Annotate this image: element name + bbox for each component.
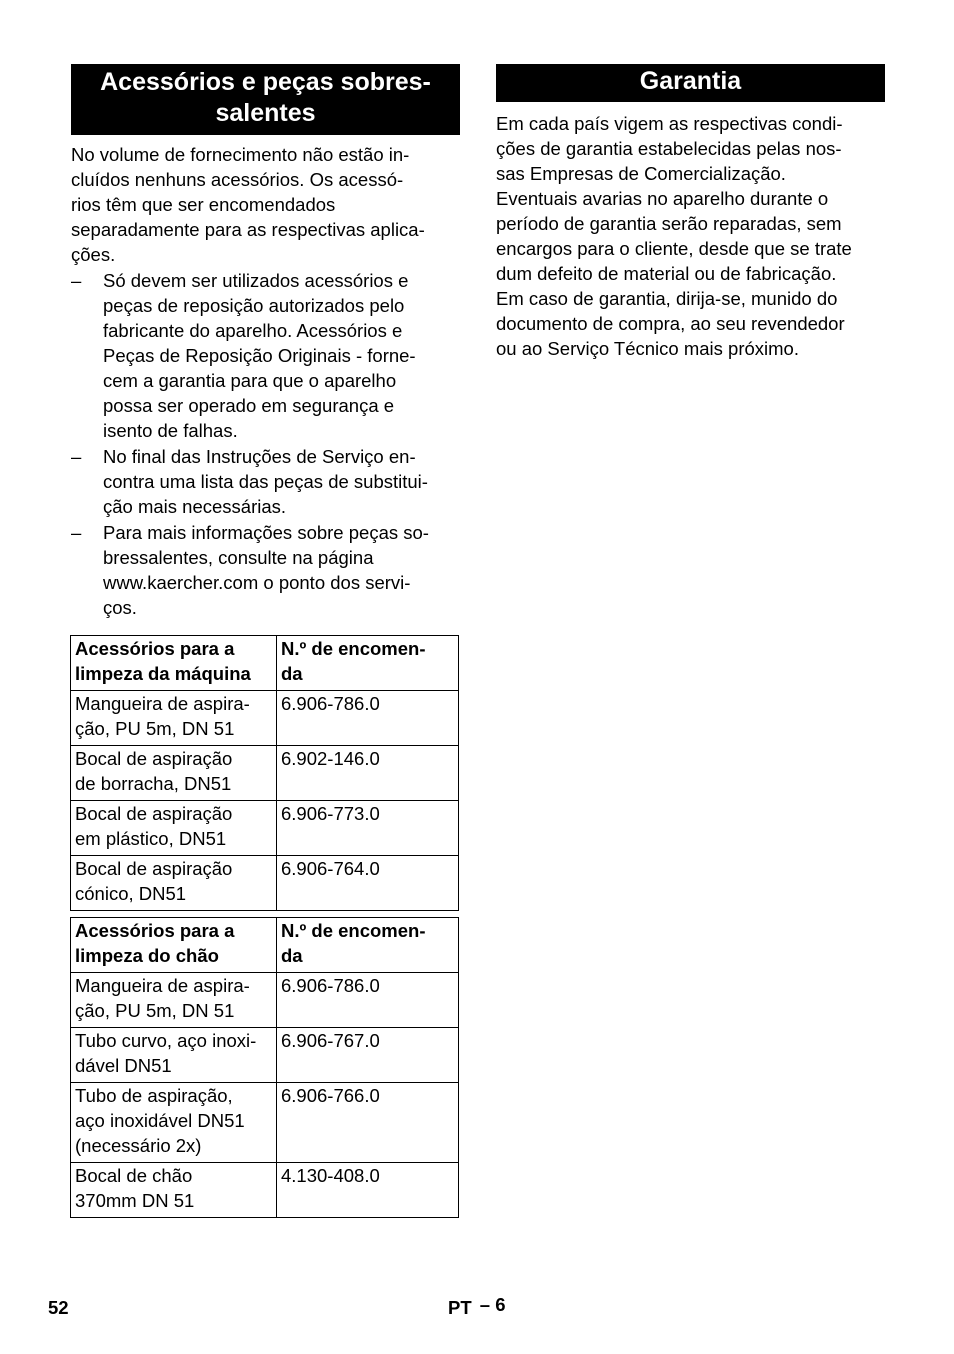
header-order-number: N.º de encomen- da [277,636,459,691]
list-item-text: No final das Instruções de Serviço en- contra uma lista das peças de substitui- ção mais necessárias. [103,446,428,517]
cell-accessory: Tubo curvo, aço inoxi- dável DN51 [71,1028,277,1083]
bullet-list [71,268,460,620]
list-item-text: Só devem ser utilizados acessórios e peças de reposição autorizados pelo fabricante do aparelho. Acessórios e Peças de Reposição Originais - forne- cem a garantia para que o aparelho possa ser operado em segurança e isento de falhas. [103,270,416,441]
cell-order-number: 6.906-767.0 [277,1028,459,1083]
list-item [71,444,460,519]
table-row [71,973,459,1028]
cell-accessory: Mangueira de aspira- ção, PU 5m, DN 51 [71,973,277,1028]
table-row [71,1163,459,1218]
dash-bullet: – [71,446,82,467]
section-page: – 6 [479,1294,506,1315]
list-item-text: Para mais informações sobre peças so- bressalentes, consulte na página www.kaercher.com o ponto dos servi- ços. [103,522,429,618]
cell-order-number: 6.906-786.0 [277,691,459,746]
cell-order-number: 6.906-786.0 [277,973,459,1028]
cell-order-number: 6.906-773.0 [277,801,459,856]
table-row [71,801,459,856]
cell-order-number: 6.902-146.0 [277,746,459,801]
dash-bullet: – [71,270,82,291]
table-header-row [71,918,459,973]
table-header-row [71,636,459,691]
table-row [71,856,459,911]
list-item [71,520,460,620]
table-row [71,691,459,746]
cell-order-number: 6.906-764.0 [277,856,459,911]
intro-paragraph: No volume de fornecimento não estão in- cluídos nenhuns acessórios. Os acessó- rios têm que ser encomendados separadamente para as respectivas aplica- ções. [71,144,425,265]
table-row [71,746,459,801]
cell-accessory: Bocal de aspiração em plástico, DN51 [71,801,277,856]
cell-accessory: Tubo de aspiração, aço inoxidável DN51 (necessário 2x) [71,1083,277,1163]
list-item [71,268,460,443]
heading-line-2: salentes [215,99,316,127]
machine-accessories-table [70,635,459,911]
cell-accessory: Bocal de aspiração de borracha, DN51 [71,746,277,801]
heading-line-1: Acessórios e peças sobres- [100,68,431,96]
header-order-number: N.º de encomen- da [277,918,459,973]
header-accessory: Acessórios para a limpeza do chão [71,918,277,973]
section-heading-warranty: Garantia [496,64,885,102]
floor-accessories-table [70,917,459,1218]
dash-bullet: – [71,522,82,543]
cell-order-number: 4.130-408.0 [277,1163,459,1218]
page-number: 52 [48,1297,69,1318]
warranty-paragraph: Em cada país vigem as respectivas condi- ções de garantia estabelecidas pelas nos- sas Empresas de Comercialização. Eventuais avarias no aparelho durante o período de garantia serão reparadas, sem encargos para o cliente, desde que se trate dum defeito de material ou de fabricação. Em caso de garantia, dirija-se, munido do documento de compra, ao seu revendedor ou ao Serviço Técnico mais próximo. [496,113,852,359]
section-heading-accessories [71,64,460,135]
language-page-label [448,1294,506,1319]
header-accessory: Acessórios para a limpeza da máquina [71,636,277,691]
left-column [71,64,460,620]
table-row [71,1028,459,1083]
cell-accessory: Bocal de chão 370mm DN 51 [71,1163,277,1218]
cell-accessory: Mangueira de aspira- ção, PU 5m, DN 51 [71,691,277,746]
cell-accessory: Bocal de aspiração cónico, DN51 [71,856,277,911]
language-code: PT [448,1297,472,1318]
right-column [496,64,885,361]
cell-order-number: 6.906-766.0 [277,1083,459,1163]
table-row [71,1083,459,1163]
